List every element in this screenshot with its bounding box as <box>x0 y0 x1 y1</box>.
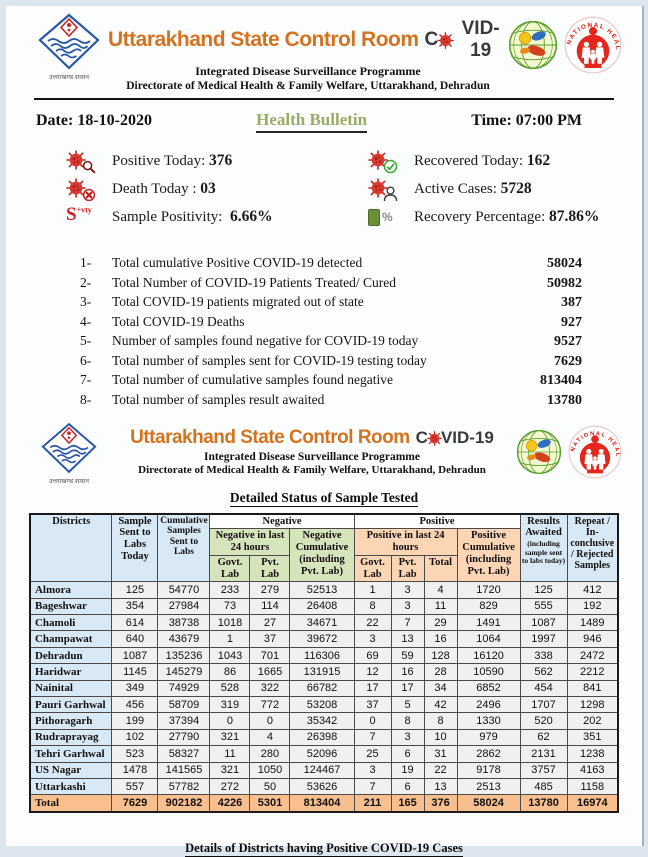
idsp-globe-logo <box>508 20 558 70</box>
data-cell: 528 <box>210 680 250 696</box>
data-cell: 11 <box>210 746 250 762</box>
data-cell: 4 <box>424 582 457 598</box>
summary-item <box>80 314 582 334</box>
data-cell: 321 <box>210 729 250 745</box>
col-pos-govt-lab: Govt. Lab <box>354 555 391 582</box>
col-pos-total: Total <box>424 555 457 582</box>
data-cell: 233 <box>210 582 250 598</box>
data-cell: 272 <box>210 778 250 794</box>
data-cell: 3757 <box>520 762 567 778</box>
virus-check-icon <box>368 149 398 173</box>
dateline <box>6 110 642 133</box>
summary-item-label: Total COVID-19 Deaths <box>112 313 245 329</box>
data-cell: 6 <box>391 746 424 762</box>
data-cell: 54770 <box>158 582 210 598</box>
data-cell: 4163 <box>567 762 618 778</box>
data-cell: 2496 <box>457 696 520 712</box>
stat-value: 162 <box>526 152 551 169</box>
data-cell: 52513 <box>290 582 354 598</box>
data-cell: 26408 <box>290 598 354 614</box>
district-name-cell: Rudraprayag <box>30 729 112 745</box>
data-cell: 58327 <box>158 746 210 762</box>
data-cell: 2212 <box>567 664 618 680</box>
data-cell: 5 <box>391 696 424 712</box>
col-positive-cumulative: Positive Cumulative (including Pvt. Lab) <box>457 529 520 582</box>
data-cell: 16 <box>424 631 457 647</box>
data-cell: 52096 <box>290 746 354 762</box>
summary-item-number: 2- <box>80 274 92 290</box>
data-cell: 58709 <box>158 696 210 712</box>
data-cell: 62 <box>520 729 567 745</box>
summary-item-label: Total number of samples result awaited <box>112 391 325 407</box>
data-cell: 53626 <box>290 778 354 794</box>
data-cell: 102 <box>112 729 158 745</box>
data-cell: 13 <box>391 631 424 647</box>
table-row <box>30 615 618 631</box>
summary-list <box>6 255 642 411</box>
data-cell: 22 <box>424 762 457 778</box>
summary-item-number: 7- <box>80 372 92 387</box>
data-cell: 131915 <box>290 664 354 680</box>
table-row <box>30 598 618 614</box>
data-cell: 7 <box>391 615 424 631</box>
bulletin-title: Health Bulletin <box>256 110 367 133</box>
data-cell: 1050 <box>250 762 290 778</box>
data-cell: 8 <box>391 713 424 729</box>
virus-cross-icon <box>66 177 96 201</box>
data-cell: 86 <box>210 664 250 680</box>
data-cell: 73 <box>210 598 250 614</box>
district-name-cell: Pauri Garhwal <box>30 696 112 712</box>
district-name-cell: Haridwar <box>30 664 112 680</box>
today-stats <box>6 147 642 231</box>
data-cell: 141565 <box>158 762 210 778</box>
idsp-globe-logo <box>516 429 562 475</box>
data-cell: 4 <box>250 729 290 745</box>
data-cell: 485 <box>520 778 567 794</box>
data-cell: 2513 <box>457 778 520 794</box>
table-row <box>30 729 618 745</box>
uttarakhand-emblem-icon <box>42 423 96 473</box>
data-cell: 1478 <box>112 762 158 778</box>
summary-item-value: 387 <box>561 295 582 310</box>
data-cell: 19 <box>391 762 424 778</box>
data-cell: 1 <box>210 631 250 647</box>
data-cell: 6 <box>391 778 424 794</box>
data-cell: 1665 <box>250 664 290 680</box>
virus-magnifier-icon <box>66 149 96 173</box>
summary-item-label: Total COVID-19 patients migrated out of state <box>112 294 364 309</box>
data-cell: 456 <box>112 696 158 712</box>
data-cell: 59 <box>391 647 424 663</box>
total-row <box>30 795 618 812</box>
data-cell: 376 <box>424 795 457 812</box>
summary-item-label: Total number of cumulative samples found negative <box>112 372 393 387</box>
table-row <box>30 746 618 762</box>
summary-item-label: Number of samples found negative for COVID-19 today <box>112 333 419 348</box>
national-health-mission-logo <box>564 16 622 74</box>
summary-item <box>80 353 582 373</box>
stat-active-cases <box>368 175 642 203</box>
time-label: Time: 07:00 PM <box>471 112 582 129</box>
district-name-cell: Nainital <box>30 680 112 696</box>
data-cell: 3 <box>354 631 391 647</box>
data-cell: 557 <box>112 778 158 794</box>
data-cell: 7 <box>354 729 391 745</box>
data-cell: 3 <box>391 582 424 598</box>
data-cell: 34671 <box>290 615 354 631</box>
stat-value: 5728 <box>500 180 532 197</box>
data-cell: 946 <box>567 631 618 647</box>
footer-section-title: Details of Districts having Positive COVID-19 Cases <box>185 840 463 855</box>
district-name-cell: Chamoli <box>30 615 112 631</box>
data-cell: 322 <box>250 680 290 696</box>
uttarakhand-logo-caption: उत्तराखण्ड शासन <box>48 74 89 81</box>
summary-item-label: Total cumulative Positive COVID-19 detected <box>112 255 363 270</box>
data-cell: 1330 <box>457 713 520 729</box>
data-cell: 66782 <box>290 680 354 696</box>
summary-item <box>80 392 582 412</box>
uttarakhand-government-logo <box>30 14 108 82</box>
data-cell: 192 <box>567 598 618 614</box>
data-cell: 125 <box>112 582 158 598</box>
data-cell: 16 <box>391 664 424 680</box>
stat-label: Positive Today: <box>112 153 206 169</box>
table-section-title: Detailed Status of Sample Tested <box>229 489 419 505</box>
data-cell: 562 <box>520 664 567 680</box>
data-cell: 9178 <box>457 762 520 778</box>
stat-label: Death Today : <box>112 181 197 197</box>
data-cell: 412 <box>567 582 618 598</box>
summary-item-value: 58024 <box>547 256 582 271</box>
data-cell: 16974 <box>567 795 618 812</box>
district-name-cell: Champawat <box>30 631 112 647</box>
stat-value: 03 <box>200 180 216 197</box>
data-cell: 69 <box>354 647 391 663</box>
data-cell: 124467 <box>290 762 354 778</box>
data-cell: 3 <box>391 729 424 745</box>
data-cell: 2131 <box>520 746 567 762</box>
data-cell: 17 <box>354 680 391 696</box>
data-cell: 42 <box>424 696 457 712</box>
data-cell: 1489 <box>567 615 618 631</box>
table-row <box>30 631 618 647</box>
data-cell: 1064 <box>457 631 520 647</box>
masthead-titles <box>108 14 508 92</box>
covid-19-wordmark: C VID-19 <box>424 18 500 61</box>
col-districts: Districts <box>30 514 112 582</box>
table-row <box>30 664 618 680</box>
districts-table-body <box>30 582 618 812</box>
stat-recovered-today <box>368 147 642 175</box>
table-row <box>30 762 618 778</box>
data-cell: 8 <box>424 713 457 729</box>
summary-item <box>80 294 582 314</box>
data-cell: 1087 <box>112 647 158 663</box>
col-positive-24h: Positive in last 24 hours <box>354 529 457 556</box>
district-name-cell: Dehradun <box>30 647 112 663</box>
data-cell: 13 <box>424 778 457 794</box>
data-cell: 0 <box>354 713 391 729</box>
uttarakhand-government-logo <box>30 423 108 486</box>
district-name-cell: Uttarkashi <box>30 778 112 794</box>
summary-item <box>80 333 582 353</box>
summary-item-number: 1- <box>80 255 92 270</box>
data-cell: 35342 <box>290 713 354 729</box>
stat-label: Active Cases: <box>414 181 497 197</box>
data-cell: 1 <box>354 582 391 598</box>
data-cell: 1087 <box>520 615 567 631</box>
data-cell: 1018 <box>210 615 250 631</box>
data-cell: 902182 <box>158 795 210 812</box>
summary-item-value: 813404 <box>540 373 582 388</box>
data-cell: 27984 <box>158 598 210 614</box>
data-cell: 280 <box>250 746 290 762</box>
data-cell: 114 <box>250 598 290 614</box>
district-name-cell: US Nagar <box>30 762 112 778</box>
data-cell: 25 <box>354 746 391 762</box>
summary-item-number: 4- <box>80 313 92 329</box>
data-cell: 37394 <box>158 713 210 729</box>
data-cell: 50 <box>250 778 290 794</box>
data-cell: 12 <box>354 664 391 680</box>
uttarakhand-logo-caption: उत्तराखण्ड शासन <box>48 478 89 485</box>
data-cell: 17 <box>391 680 424 696</box>
summary-item <box>80 255 582 275</box>
district-name-cell: Tehri Garhwal <box>30 746 112 762</box>
summary-item-number: 5- <box>80 333 92 348</box>
data-cell: 279 <box>250 582 290 598</box>
stat-value: 6.66% <box>229 208 273 225</box>
data-cell: 1043 <box>210 647 250 663</box>
col-group-positive: Positive <box>354 514 520 529</box>
col-cumulative-samples: Cumulative Samples Sent to Labs <box>158 514 210 582</box>
data-cell: 57782 <box>158 778 210 794</box>
national-health-mission-logo <box>568 425 622 479</box>
data-cell: 640 <box>112 631 158 647</box>
subtitle-programme: Integrated Disease Surveillance Programme <box>195 64 421 78</box>
table-row <box>30 582 618 598</box>
summary-item <box>80 372 582 392</box>
summary-item-label: Total Number of COVID-19 Patients Treated/ Cured <box>112 274 397 290</box>
district-name-cell: Almora <box>30 582 112 598</box>
data-cell: 11 <box>424 598 457 614</box>
data-cell: 74929 <box>158 680 210 696</box>
covid-19-wordmark: C VID-19 <box>415 428 494 447</box>
data-cell: 2472 <box>567 647 618 663</box>
data-cell: 3 <box>391 598 424 614</box>
subtitle-programme: Integrated Disease Surveillance Programme <box>203 451 420 463</box>
summary-item <box>80 275 582 295</box>
data-cell: 202 <box>567 713 618 729</box>
data-cell: 13780 <box>520 795 567 812</box>
coronavirus-icon <box>427 431 442 446</box>
data-cell: 0 <box>250 713 290 729</box>
table-row <box>30 647 618 663</box>
subtitle-directorate: Directorate of Medical Health & Family Welfare, Uttarakhand, Dehradun <box>126 80 490 92</box>
data-cell: 1997 <box>520 631 567 647</box>
summary-item-label: Total number of samples sent for COVID-19 testing today <box>112 352 427 368</box>
data-cell: 125 <box>520 582 567 598</box>
data-cell: 454 <box>520 680 567 696</box>
data-cell: 7629 <box>112 795 158 812</box>
data-cell: 27 <box>250 615 290 631</box>
data-cell: 1145 <box>112 664 158 680</box>
data-cell: 979 <box>457 729 520 745</box>
col-sample-sent: Sample Sent to Labs Today <box>112 514 158 582</box>
summary-item-value: 7629 <box>554 353 582 369</box>
col-group-negative: Negative <box>210 514 354 529</box>
data-cell: 520 <box>520 713 567 729</box>
masthead-bottom <box>6 415 642 486</box>
col-neg-pvt-lab: Pvt. Lab <box>250 555 290 582</box>
data-cell: 1158 <box>567 778 618 794</box>
col-results-awaited: Results Awaited (including sample sent to labs today) <box>520 514 567 582</box>
data-cell: 2862 <box>457 746 520 762</box>
data-cell: 1238 <box>567 746 618 762</box>
stat-value: 87.86% <box>548 208 600 225</box>
data-cell: 7 <box>354 778 391 794</box>
data-cell: 701 <box>250 647 290 663</box>
masthead-right-logos <box>516 423 622 479</box>
coronavirus-icon <box>437 32 454 49</box>
data-cell: 1707 <box>520 696 567 712</box>
data-cell: 6852 <box>457 680 520 696</box>
uttarakhand-emblem-icon <box>39 14 99 69</box>
stat-label: Recovered Today: <box>414 153 524 169</box>
data-cell: 38738 <box>158 615 210 631</box>
data-cell: 43679 <box>158 631 210 647</box>
sample-tested-table <box>29 513 619 813</box>
data-cell: 26398 <box>290 729 354 745</box>
data-cell: 10590 <box>457 664 520 680</box>
data-cell: 523 <box>112 746 158 762</box>
table-row <box>30 778 618 794</box>
data-cell: 27790 <box>158 729 210 745</box>
health-bulletin-page <box>6 6 644 855</box>
summary-item-value: 50982 <box>547 275 582 291</box>
data-cell: 53208 <box>290 696 354 712</box>
district-name-cell: Total <box>30 795 112 812</box>
stat-label: Sample Positivity: <box>112 209 223 225</box>
summary-item-value: 9527 <box>554 334 582 349</box>
data-cell: 165 <box>391 795 424 812</box>
data-cell: 34 <box>424 680 457 696</box>
table-row <box>30 680 618 696</box>
page-title: Uttarakhand State Control Room <box>108 28 419 51</box>
stat-recovery-percentage <box>368 203 642 231</box>
data-cell: 319 <box>210 696 250 712</box>
data-cell: 28 <box>424 664 457 680</box>
masthead-top <box>6 6 642 92</box>
virus-person-icon <box>368 177 398 201</box>
data-cell: 829 <box>457 598 520 614</box>
data-cell: 37 <box>354 696 391 712</box>
data-cell: 0 <box>210 713 250 729</box>
data-cell: 841 <box>567 680 618 696</box>
masthead-titles <box>108 423 516 476</box>
date-label: Date: 18-10-2020 <box>36 112 152 129</box>
data-cell: 4226 <box>210 795 250 812</box>
data-cell: 58024 <box>457 795 520 812</box>
battery-percent-icon: % <box>368 205 398 229</box>
summary-item-value: 927 <box>561 314 582 330</box>
summary-item-number: 3- <box>80 294 92 309</box>
stat-value: 376 <box>209 152 233 169</box>
sample-positivity-icon: $S^{+vty}$ <box>66 204 92 225</box>
data-cell: 211 <box>354 795 391 812</box>
stat-sample-positivity <box>66 203 340 231</box>
district-name-cell: Bageshwar <box>30 598 112 614</box>
data-cell: 772 <box>250 696 290 712</box>
table-row <box>30 713 618 729</box>
data-cell: 22 <box>354 615 391 631</box>
data-cell: 351 <box>567 729 618 745</box>
page-title: Uttarakhand State Control Room <box>130 427 410 448</box>
col-repeat-inconclusive: Repeat / In-conclusive / Rejected Samples <box>567 514 618 582</box>
data-cell: 37 <box>250 631 290 647</box>
stat-positive-today <box>66 147 340 175</box>
data-cell: 31 <box>424 746 457 762</box>
summary-item-number: 8- <box>80 391 92 407</box>
data-cell: 8 <box>354 598 391 614</box>
data-cell: 5301 <box>250 795 290 812</box>
data-cell: 29 <box>424 615 457 631</box>
data-cell: 321 <box>210 762 250 778</box>
data-cell: 349 <box>112 680 158 696</box>
subtitle-directorate: Directorate of Medical Health & Family Welfare, Uttarakhand, Dehradun <box>138 464 486 476</box>
data-cell: 3 <box>354 762 391 778</box>
col-neg-govt-lab: Govt. Lab <box>210 555 250 582</box>
table-header <box>30 514 618 582</box>
data-cell: 1298 <box>567 696 618 712</box>
data-cell: 813404 <box>290 795 354 812</box>
col-pos-pvt-lab: Pvt. Lab <box>391 555 424 582</box>
masthead-right-logos <box>508 14 622 74</box>
data-cell: 338 <box>520 647 567 663</box>
data-cell: 1491 <box>457 615 520 631</box>
col-negative-24h: Negative in last 24 hours <box>210 529 290 556</box>
data-cell: 135236 <box>158 647 210 663</box>
summary-item-number: 6- <box>80 352 92 368</box>
district-name-cell: Pithoragarh <box>30 713 112 729</box>
data-cell: 614 <box>112 615 158 631</box>
col-negative-cumulative: Negative Cumulative (including Pvt. Lab) <box>290 529 354 582</box>
stat-label: Recovery Percentage: <box>414 209 546 225</box>
data-cell: 199 <box>112 713 158 729</box>
data-cell: 116306 <box>290 647 354 663</box>
data-cell: 128 <box>424 647 457 663</box>
data-cell: 1720 <box>457 582 520 598</box>
table-row <box>30 696 618 712</box>
data-cell: 10 <box>424 729 457 745</box>
data-cell: 145279 <box>158 664 210 680</box>
header-divider <box>34 98 614 100</box>
data-cell: 555 <box>520 598 567 614</box>
data-cell: 354 <box>112 598 158 614</box>
stat-death-today <box>66 175 340 203</box>
data-cell: 16120 <box>457 647 520 663</box>
data-cell: 39672 <box>290 631 354 647</box>
summary-item-value: 13780 <box>547 392 582 408</box>
